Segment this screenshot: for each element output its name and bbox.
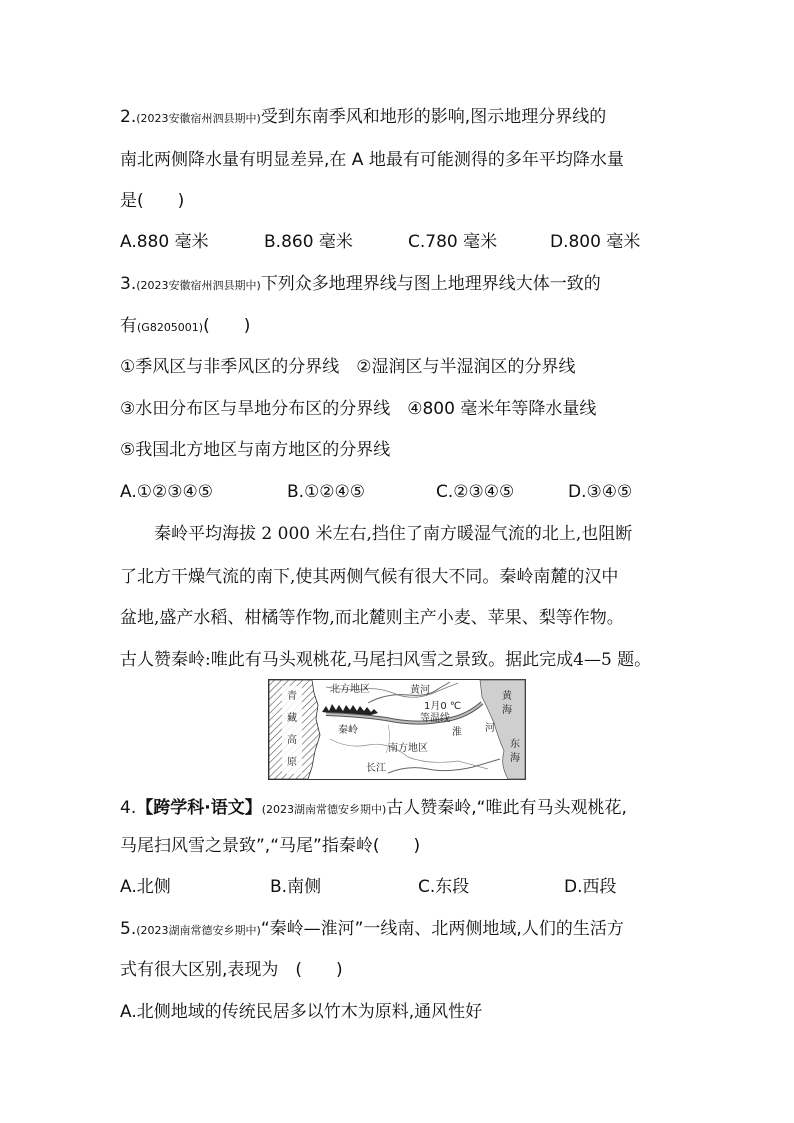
q3-option-a: A.①②③④⑤ bbox=[120, 482, 213, 502]
q5-source: (2023湖南常德安乡期中) bbox=[136, 924, 261, 937]
q2-text1: 受到东南季风和地形的影响,图示地理分界线的 bbox=[260, 107, 607, 127]
label-donghai-1: 东 bbox=[510, 739, 520, 750]
label-huai: 淮 bbox=[452, 727, 462, 738]
q3-option-c: C.②③④⑤ bbox=[436, 482, 515, 502]
q5-line2: 式有很大区别,表现为 ( ) bbox=[120, 960, 343, 980]
q4-option-d: D.西段 bbox=[564, 877, 617, 897]
q2-option-b: B.860 毫米 bbox=[264, 232, 353, 252]
q4-option-a: A.北侧 bbox=[120, 877, 171, 897]
q3-option-d: D.③④⑤ bbox=[568, 482, 633, 502]
label-huanghai-2: 海 bbox=[502, 705, 512, 716]
qinling-huaihe-map bbox=[268, 679, 526, 780]
q2-line3: 是( ) bbox=[120, 191, 185, 211]
q5-number: 5. bbox=[120, 919, 137, 939]
q3-line2 bbox=[120, 315, 250, 339]
q4-option-c: C.东段 bbox=[418, 877, 470, 897]
q4-number: 4. bbox=[120, 798, 137, 818]
q2-line2: 南北两侧降水量有明显差异,在 A 地最有可能测得的多年平均降水量 bbox=[120, 150, 624, 170]
q5-line1 bbox=[120, 918, 624, 942]
q3-line1 bbox=[120, 273, 601, 297]
label-south-region: 南方地区 bbox=[388, 743, 428, 754]
q4-source: (2023湖南常德安乡期中) bbox=[261, 803, 387, 816]
q4-tag: 【跨学科·语文】 bbox=[136, 798, 262, 818]
q4-option-b: B.南侧 bbox=[270, 877, 322, 897]
q3-text2: 有 bbox=[120, 316, 137, 336]
q5-text1: “秦岭—淮河”一线南、北两侧地域,人们的生活方 bbox=[260, 919, 624, 939]
label-qinling: 秦岭 bbox=[338, 725, 358, 736]
label-isotherm-2: 等温线 bbox=[420, 713, 450, 724]
label-isotherm-1: 1月0 ℃ bbox=[424, 701, 462, 712]
q5-option-a: A.北侧地域的传统民居多以竹木为原料,通风性好 bbox=[120, 1002, 483, 1022]
passage-line-2: 了北方干燥气流的南下,使其两侧气候有很大不同。秦岭南麓的汉中 bbox=[120, 567, 619, 587]
q3-text1: 下列众多地理界线与图上地理界线大体一致的 bbox=[260, 274, 601, 294]
label-qingzang-4: 原 bbox=[287, 757, 297, 768]
q2-number: 2. bbox=[120, 107, 137, 127]
q2-option-d: D.800 毫米 bbox=[550, 232, 641, 252]
label-north-region: 北方地区 bbox=[330, 684, 370, 695]
q3-item-2: ③水田分布区与旱地分布区的分界线 ④800 毫米年等降水量线 bbox=[120, 399, 597, 419]
q2-option-c: C.780 毫米 bbox=[408, 232, 498, 252]
q4-line2: 马尾扫风雪之景致”,“马尾”指秦岭( ) bbox=[120, 836, 421, 856]
passage-line-3: 盆地,盛产水稻、柑橘等作物,而北麓则主产小麦、苹果、梨等作物。 bbox=[120, 608, 624, 628]
q2-source: (2023安徽宿州泗县期中) bbox=[136, 112, 261, 125]
q3-number: 3. bbox=[120, 274, 137, 294]
label-yangtze: 长江 bbox=[366, 763, 386, 774]
label-donghai-2: 海 bbox=[510, 753, 520, 764]
q3-item-1: ①季风区与非季风区的分界线 ②湿润区与半湿润区的分界线 bbox=[120, 357, 576, 377]
q3-paren: ( ) bbox=[203, 316, 251, 336]
q2-line1 bbox=[120, 106, 606, 130]
label-qingzang-1: 青 bbox=[287, 691, 297, 702]
q3-item-3: ⑤我国北方地区与南方地区的分界线 bbox=[120, 440, 391, 460]
q3-code: (G8205001) bbox=[137, 321, 204, 334]
label-huanghai-1: 黄 bbox=[502, 691, 512, 702]
q3-source: (2023安徽宿州泗县期中) bbox=[136, 279, 261, 292]
q4-line1 bbox=[120, 797, 627, 821]
q2-option-a: A.880 毫米 bbox=[120, 232, 209, 252]
q4-text1: 古人赞秦岭,“唯此有马头观桃花, bbox=[386, 798, 627, 818]
label-he: 河 bbox=[485, 723, 495, 734]
q3-option-b: B.①②④⑤ bbox=[287, 482, 366, 502]
passage-line-4: 古人赞秦岭:唯此有马头观桃花,马尾扫风雪之景致。据此完成4—5 题。 bbox=[120, 650, 652, 670]
label-qingzang-2: 藏 bbox=[287, 713, 297, 724]
label-qingzang-3: 高 bbox=[287, 735, 297, 746]
passage-line-1: 秦岭平均海拔 2 000 米左右,挡住了南方暖湿气流的北上,也阻断 bbox=[154, 524, 633, 544]
label-yellow-river: 黄河 bbox=[410, 685, 430, 696]
